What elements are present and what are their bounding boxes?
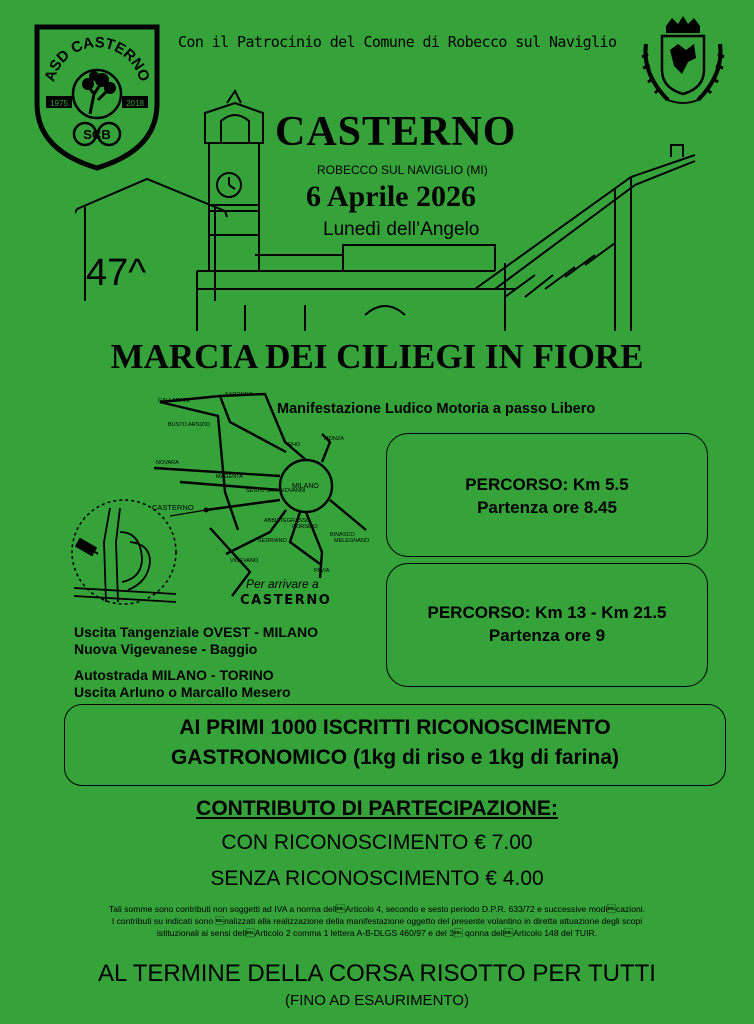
year-end: 2018 <box>126 99 144 108</box>
prize-line-1: AI PRIMI 1000 ISCRITTI RICONOSCIMENTO <box>179 716 611 739</box>
year-start: 1975 <box>50 99 68 108</box>
footer-note: (FINO AD ESAURIMENTO) <box>285 992 469 1009</box>
fine-print-line-1: Tali somme sono contributi non soggetti ad IVA a norma dellArticolo 4, secondo e sesto periodo D.P.R. 633/72 e successive modicazioni. <box>108 904 646 914</box>
route-1-start: Partenza ore 8.45 <box>477 498 617 517</box>
route-box-1 <box>386 433 708 557</box>
prize-box <box>64 704 726 786</box>
road-map <box>60 382 380 622</box>
directions-line-3: Autostrada MILANO - TORINO <box>74 667 274 683</box>
map-label-binasco: BINASCO <box>330 532 355 538</box>
directions-line-1: Uscita Tangenziale OVEST - MILANO <box>74 624 319 640</box>
town-title: CASTERNO <box>275 109 517 155</box>
contribution-title: CONTRIBUTO DI PARTECIPAZIONE: <box>196 797 558 820</box>
club-initials: SCB <box>83 127 111 142</box>
map-label-abbiategrasso: ABBIATEGRASSO <box>264 518 311 524</box>
map-label-saronno: SARONNO <box>225 392 253 398</box>
map-label-melegnano: MELEGNANO <box>334 538 370 544</box>
map-label-magenta: MAGENTA <box>216 474 243 480</box>
club-name: ASD CASTERNO <box>41 34 153 84</box>
patronage-text: Con il Patrocinio del Comune di Robecco sul Naviglio <box>178 33 617 51</box>
map-label-sedriano: SEDRIANO <box>258 538 287 544</box>
fine-print-line-3: istituzionali ai sensi dellArticolo 2 comma 1 lettera A-B-DLGS 460/97 e del 3 qonna dellArticolo 148 del TUIR. <box>156 928 598 938</box>
map-directions-dest: CASTERNO <box>240 593 332 608</box>
event-date: 6 Aprile 2026 <box>306 180 476 213</box>
fine-print-line-2: I contributi su indicati sono nalizzati alla realizzazione della manifestazione oggetto del presente volantino in diretta attuazione degli scopi <box>111 916 643 926</box>
map-label-corsico: CORSICO <box>292 524 318 530</box>
map-label-casterno: CASTERNO <box>152 503 194 512</box>
route-2-distance: PERCORSO: Km 13 - Km 21.5 <box>427 603 667 622</box>
map-label-monza: MONZA <box>324 436 344 442</box>
route-box-2 <box>386 563 708 687</box>
route-1-distance: PERCORSO: Km 5.5 <box>465 475 629 494</box>
contribution-with: CON RICONOSCIMENTO € 7.00 <box>221 831 533 854</box>
map-label-novara: NOVARA <box>156 460 179 466</box>
event-day: Lunedì dell’Angelo <box>323 219 480 240</box>
directions-line-2: Nuova Vigevanese - Baggio <box>74 641 258 657</box>
directions <box>74 624 318 701</box>
footer-risotto: AL TERMINE DELLA CORSA RISOTTO PER TUTTI <box>98 960 656 987</box>
route-2-start: Partenza ore 9 <box>488 626 606 645</box>
edition-number: 47^ <box>86 252 147 294</box>
map-label-gallarate: GALLARATE <box>158 398 190 404</box>
prize-line-2: GASTRONOMICO (1kg di riso e 1kg di farina) <box>170 746 620 769</box>
directions-line-4: Uscita Arluno o Marcallo Mesero <box>74 684 291 700</box>
location-text: ROBECCO SUL NAVIGLIO (MI) <box>317 163 488 177</box>
fine-print <box>40 903 714 939</box>
map-label-vigevano: VIGEVANO <box>230 558 259 564</box>
map-label-busto: BUSTO ARSIZIO <box>168 422 211 428</box>
contribution-without: SENZA RICONOSCIMENTO € 4.00 <box>210 867 544 890</box>
map-label-milano: MILANO <box>292 483 319 490</box>
map-label-pavia: PAVIA <box>314 568 330 574</box>
map-directions-title: Per arrivare a <box>246 577 319 591</box>
event-title: MARCIA DEI CILIEGI IN FIORE <box>110 337 644 376</box>
map-label-rho: RHO <box>288 442 301 448</box>
map-label-sesto: SESTO SAN GIOVANNI <box>246 488 306 494</box>
event-subtitle: Manifestazione Ludico Motoria a passo Libero <box>277 401 596 417</box>
